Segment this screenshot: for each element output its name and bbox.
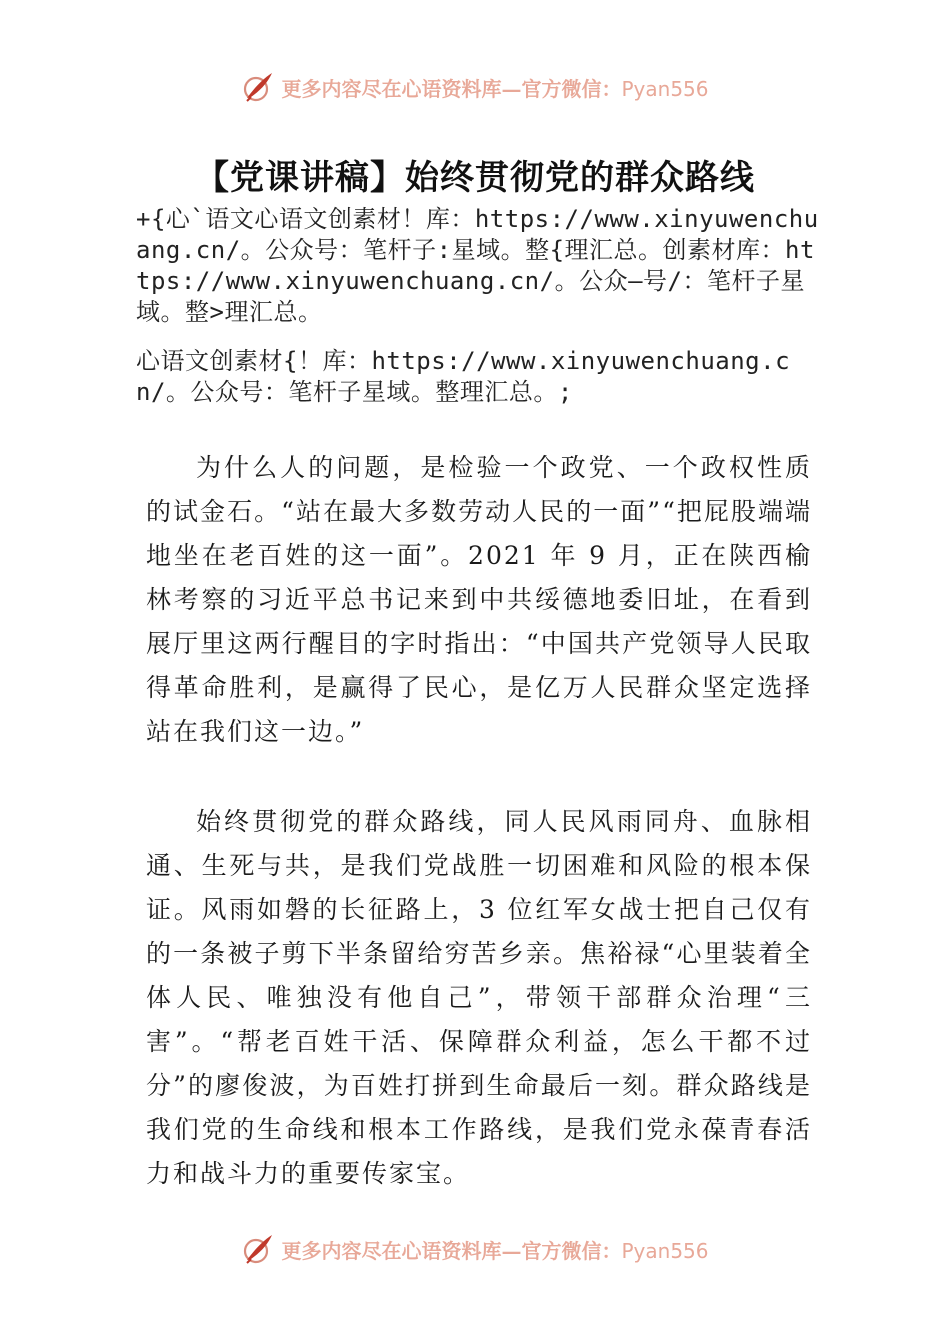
body-paragraph-2: 始终贯彻党的群众路线，同人民风雨同舟、血脉相通、生死与共，是我们党战胜一切困难和风险的根本保证。风雨如磐的长征路上，3 位红军女战士把自己仅有的一条被子剪下半条留给穷苦乡亲。焦裕禄“心里装着全体人民、唯独没有他自己”，带领干部群众治理“三害”。“帮老百姓干活、保障群众利益，怎么干都不过分”的廖俊波，为百姓打拼到生命最后一刻。群众路线是我们党的生命线和根本工作路线，是我们党永葆青春活力和战斗力的重要传家宝。 bbox=[146, 807, 812, 1188]
body-paragraph-1: 为什么人的问题，是检验一个政党、一个政权性质的试金石。“站在最大多数劳动人民的一面”“把屁股端端地坐在老百姓的这一面”。2021 年 9 月，正在陕西榆林考察的习近平总书记来到中共绥德地委旧址，在看到展厅里这两行醒目的字时指出：“中国共产党领导人民取得革命胜利，是赢得了民心，是亿万人民群众坚定选择站在我们这一边。” bbox=[146, 453, 812, 746]
watermark-text: 更多内容尽在心语资料库—官方微信：Pyan556 bbox=[281, 76, 709, 101]
header-watermark bbox=[0, 70, 950, 104]
watermark-handle: Pyan556 bbox=[621, 76, 709, 101]
document-title: 【党课讲稿】始终贯彻党的群众路线 bbox=[195, 158, 755, 198]
source-notice-2: 心语文创素材{！库：https://www.xinyuwenchuang.cn/。公众号：笔杆子星域。整理汇总。; bbox=[136, 347, 791, 406]
watermark-handle: Pyan556 bbox=[621, 1238, 709, 1263]
watermark-text: 更多内容尽在心语资料库—官方微信：Pyan556 bbox=[281, 1238, 709, 1263]
footer-watermark bbox=[0, 1232, 950, 1266]
source-notice-1: +{心`语文心语文创素材！库：https://www.xinyuwenchuang.cn/。公众号：笔杆子:星域。整{理汇总。创素材库：https://www.xinyuwenchuang.cn/。公众—号/：笔杆子星域。整>理汇总。 bbox=[136, 205, 819, 326]
quill-pen-logo-icon bbox=[241, 1232, 275, 1266]
quill-pen-logo-icon bbox=[241, 70, 275, 104]
